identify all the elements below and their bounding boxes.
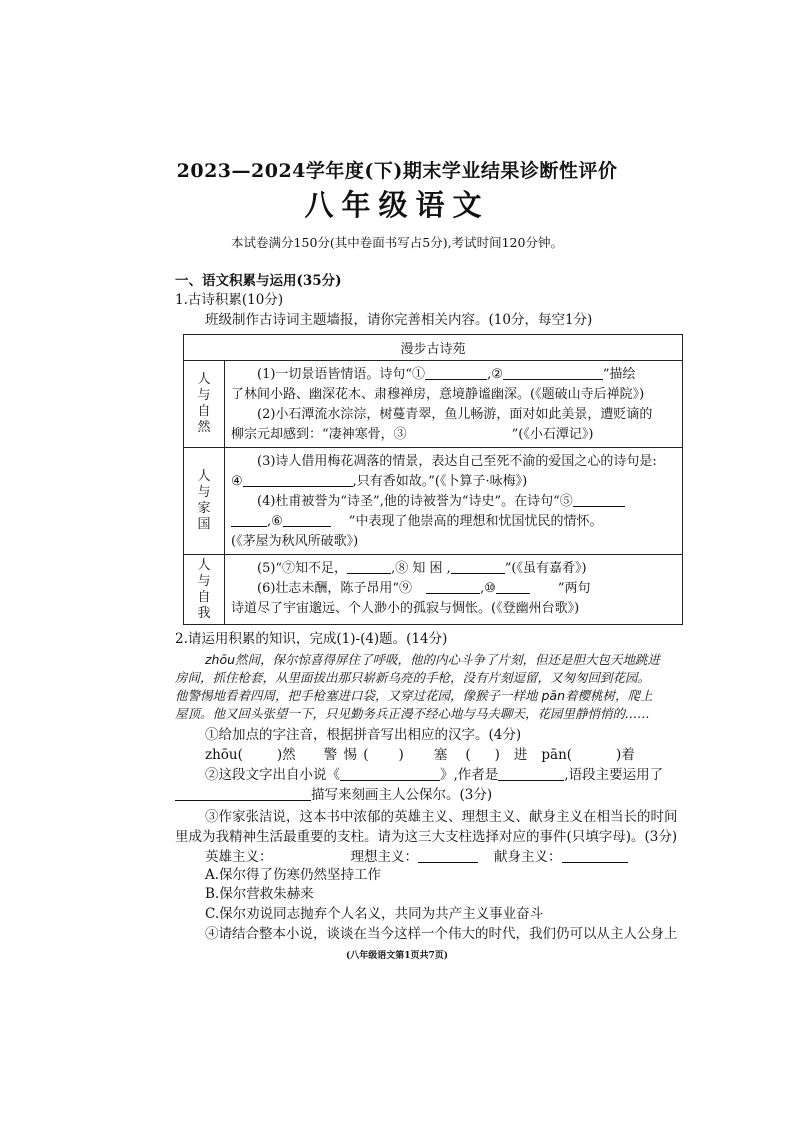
blank-7[interactable]	[347, 559, 391, 574]
subquestion-2-cont: 描写来刻画主人公保尔。(3分)	[175, 786, 492, 805]
novel-title-blank[interactable]	[340, 766, 440, 781]
subquestion-3: ③作家张洁说，这本书中浓郁的英雄主义、理想主义、献身主义在相当长的时间	[205, 809, 678, 825]
novel-passage: zhōu然间，保尔惊喜得屏住了呼吸，他的内心斗争了片刻，但还是胆大包天地跳进 房间，抓住枪套，从里面拔出那只崭新乌亮的手枪，没有片刻逗留，又匆匆回到花园。 他警惕地看着四周，把手枪塞进口袋，又穿过花园，像猴子一样地 pān着樱桃树，爬上 屋顶。他又回头张望一下，只见勤务兵正漫不经心地与马夫聊天，花园里静悄悄的……	[175, 652, 661, 721]
page-footer: (八年级语文第1页共7页)	[345, 951, 449, 961]
blank-2[interactable]	[503, 365, 603, 380]
blank-10[interactable]	[496, 579, 530, 594]
blank-8[interactable]	[451, 559, 505, 574]
poem-table	[183, 334, 683, 625]
section-heading: 一、语文积累与运用(35分)	[175, 273, 342, 289]
row-content-country: (3)诗人借用梅花凋落的情景，表达自己至死不渝的爱国之心的诗句是: ④ ,只有香如故。”(《卜算子·咏梅》) (4)杜甫被誉为“诗圣”,他的诗被誉为“诗史”。在诗句“⑤ ,⑥ ”中表现了他崇高的理想和忧国忧民的情怀。 (《茅屋为秋风所破歌》)	[225, 448, 683, 555]
ideal-blank[interactable]	[418, 848, 478, 863]
row-label-country: 人 与 家 国	[184, 448, 225, 555]
description-blank[interactable]	[175, 786, 311, 801]
subquestion-4: ④请结合整本小说，谈谈在当今这样一个伟大的时代，我们仍可以从主人公身上	[205, 926, 678, 942]
option-b: B.保尔营救朱赫来	[205, 886, 314, 902]
subquestion-3-answers: 英雄主义： 理想主义： 献身主义：	[205, 848, 628, 867]
row-content-nature: (1)一切景语皆情语。诗句“① ,② ”描绘 了林间小路、幽深花木、肃穆禅房，意境静谧幽深。(《题破山寺后禅院》) (2)小石潭流水淙淙，树蔓青翠，鱼儿畅游，面对如此美景，遭贬谪的 柳宗元却感到：“凄神寒骨，③ ”(《小石潭记》)	[225, 361, 683, 448]
blank-5-cont[interactable]	[231, 512, 267, 527]
author-blank[interactable]	[498, 766, 564, 781]
row-content-self: (5)“⑦知不足， ,⑧ 知 困 , ”(《虽有嘉肴》) (6)壮志未酬，陈子昂用“⑨ ,⑩ ”两句 诗道尽了宇宙邈远、个人渺小的孤寂与惆怅。(《登幽州台歌》)	[225, 555, 683, 625]
question-1-title: 1.古诗积累(10分)	[175, 292, 284, 308]
row-label-self: 人 与 自 我	[184, 555, 225, 625]
question-1-intro: 班级制作古诗词主题墙报，请你完善相关内容。(10分，每空1分)	[205, 312, 593, 328]
devotion-blank[interactable]	[562, 848, 628, 863]
option-a: A.保尔得了伤寒仍然坚持工作	[205, 867, 382, 883]
question-2-title: 2.请运用积累的知识，完成(1)-(4)题。(14分)	[175, 631, 448, 647]
row-label-nature: 人 与 自 然	[184, 361, 225, 448]
blank-9[interactable]	[426, 579, 480, 594]
blank-6[interactable]	[283, 512, 331, 527]
subquestion-1: ①给加点的字注音，根据拼音写出相应的汉字。(4分)	[205, 727, 522, 743]
subquestion-2: ②这段文字出自小说《 》,作者是 ,语段主要运用了	[205, 767, 664, 783]
option-c: C.保尔劝说同志抛弃个人名义，共同为共产主义事业奋斗	[205, 906, 544, 922]
blank-1[interactable]	[425, 365, 487, 380]
exam-subject-title: 八年级语文	[304, 188, 490, 222]
blank-4[interactable]	[243, 472, 353, 487]
blank-5[interactable]	[573, 492, 625, 507]
subquestion-1-items: zhōu( )然 警 惕 ( ) 塞 ( ) 进 pān( )着	[205, 747, 635, 763]
exam-note: 本试卷满分150分(其中卷面书写占5分),考试时间120分钟。	[231, 235, 563, 250]
subquestion-3-cont: 里成为我精神生活最重要的支柱。请为这三大支柱选择对应的事件(只填字母)。(3分)	[175, 829, 678, 845]
poem-table-title: 漫步古诗苑	[184, 335, 683, 361]
exam-title: 2023—2024学年度(下)期末学业结果诊断性评价	[176, 160, 618, 182]
